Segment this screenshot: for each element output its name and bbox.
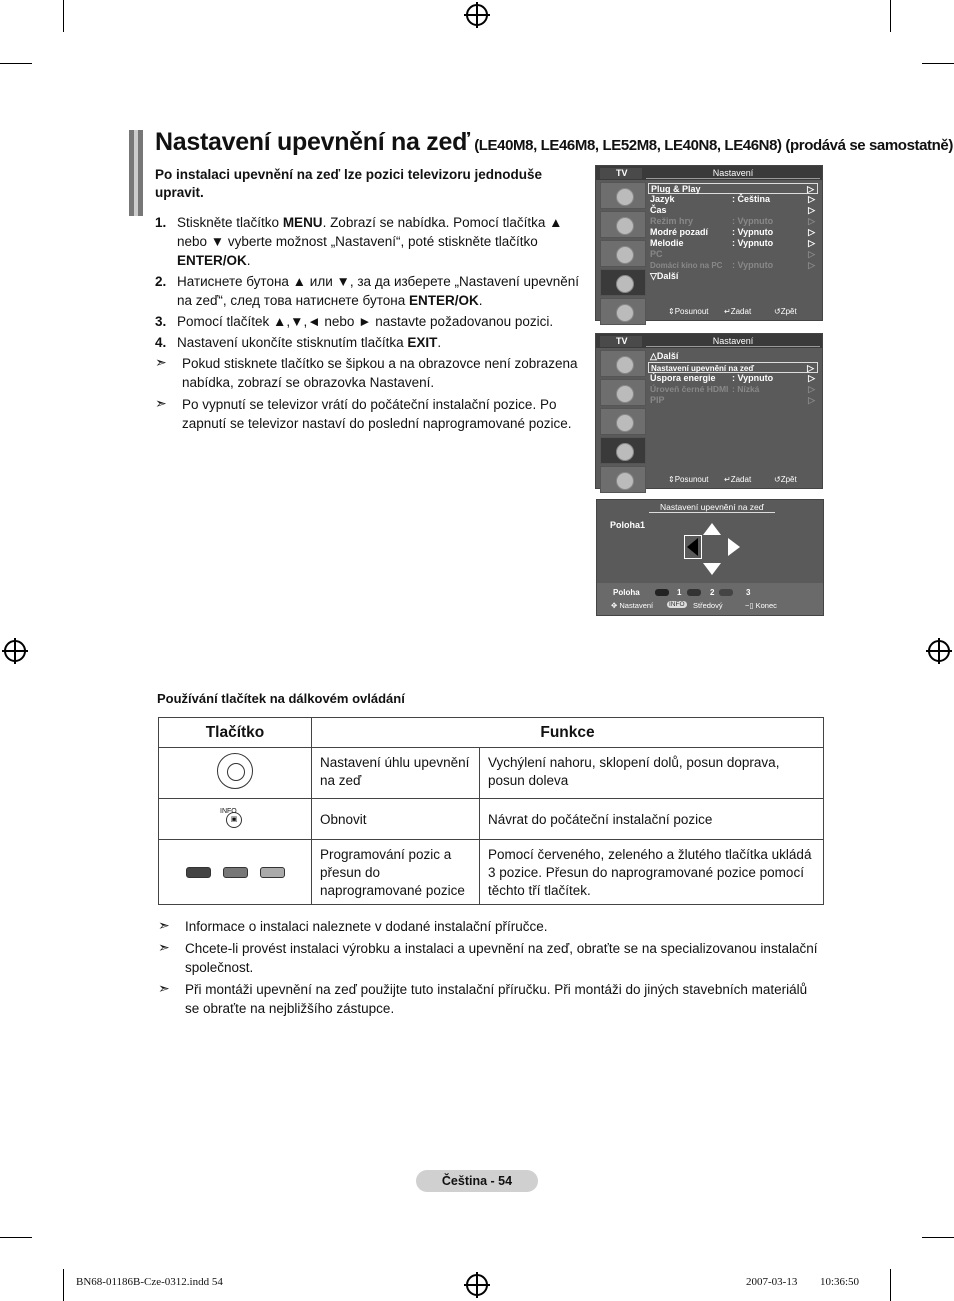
arrow-down-icon[interactable] <box>703 563 721 575</box>
table-cell-button <box>159 799 312 840</box>
osd-row-blue-screen[interactable] <box>648 227 818 238</box>
osd-row-plug-play[interactable] <box>648 183 818 194</box>
submenu-arrow-icon: ▷ <box>808 238 815 248</box>
green-button-icon <box>223 867 248 878</box>
osd-row-label: PIP <box>650 395 665 405</box>
osd-footer-back: ↺ Zpět <box>774 475 797 484</box>
osd-setup-menu-page2 <box>595 333 823 489</box>
osd-tv-label: TV <box>600 336 642 347</box>
osd-footer-adjust: ✥ Nastavení <box>611 601 654 610</box>
osd-bar-label: Poloha <box>613 588 640 597</box>
setup-gear-icon <box>600 437 646 464</box>
osd-row-label: Jazyk <box>650 194 675 204</box>
red-button-icon <box>186 867 211 878</box>
sound-icon <box>600 211 646 238</box>
osd-footer-center: Středový <box>693 601 723 610</box>
channel-icon <box>600 408 646 435</box>
osd-row-value: : Vypnuto <box>732 373 774 383</box>
yellow-slot-icon <box>719 589 733 596</box>
crop-mark <box>0 63 32 64</box>
osd-menu <box>648 183 818 282</box>
note-text: Po vypnutí se televizor vrátí do počáteční instalační pozice. Po zapnutí se televizor nastaví do poslední naprogramované pozice. <box>182 397 572 431</box>
info-icon: INFO <box>669 601 685 608</box>
osd-row-label: Nastavení upevnění na zeď <box>651 364 755 373</box>
submenu-arrow-icon: ▷ <box>808 260 815 270</box>
setup-gear-icon <box>600 269 646 296</box>
osd-row-time[interactable] <box>648 205 818 216</box>
osd-row-label: Úspora energie <box>650 373 716 383</box>
red-slot-icon <box>655 589 669 596</box>
table-cell-function: Obnovit <box>312 799 480 840</box>
osd-row-value: : Nízká <box>732 384 760 394</box>
osd-row-language[interactable] <box>648 194 818 205</box>
osd-slot-2: 2 <box>710 588 715 597</box>
step-text: . <box>478 293 483 308</box>
table-cell-description: Návrat do počáteční instalační pozice <box>480 799 824 840</box>
osd-footer <box>646 307 820 318</box>
submenu-arrow-icon: ▷ <box>807 184 814 194</box>
osd-title: Nastavení upevnění na zeď <box>649 502 775 513</box>
arrow-left-icon <box>687 538 698 556</box>
osd-row-energy-saving[interactable] <box>648 373 818 384</box>
osd-row-label: Modré pozadí <box>650 227 708 237</box>
picture-icon <box>600 350 646 377</box>
note-install-guide <box>158 917 818 936</box>
osd-row-more[interactable] <box>648 271 818 282</box>
note-arrow-icon: ➣ <box>158 939 170 955</box>
note-text: Chcete-li provést instalaci výrobku a instalaci a upevnění na zeď, obraťte se na specializovanou instalační společnost. <box>185 941 818 975</box>
table-header-function: Funkce <box>312 718 824 748</box>
input-icon <box>600 466 646 493</box>
osd-row-more-up[interactable] <box>648 351 818 362</box>
osd-row-melody[interactable] <box>648 238 818 249</box>
footer-file-info: BN68-01186B-Cze-0312.indd 54 <box>76 1276 223 1288</box>
step-text: Натиснете бутона ▲ или ▼, за да изберете „Nastavení upevnění na zeď“, след това натиснете бутона <box>177 274 580 308</box>
step-text: Pomocí tlačítek ▲,▼,◄ nebo ► nastavte požadovanou pozici. <box>177 314 554 329</box>
note-arrow-icon: ➣ <box>158 917 170 933</box>
osd-row-hdmi-black-level[interactable] <box>648 384 818 395</box>
page-title <box>155 128 953 157</box>
note-text: Pokud stisknete tlačítko se šipkou a na obrazovce není zobrazena nabídka, zobrazí se obrazovka Nastavení. <box>182 356 578 390</box>
step-number: 1. <box>155 215 167 230</box>
osd-row-label: ▽Další <box>650 271 679 281</box>
step-3 <box>155 312 585 331</box>
osd-footer-back: ↺ Zpět <box>774 307 797 316</box>
step-2 <box>155 272 585 310</box>
osd-sidebar <box>600 182 646 305</box>
crop-mark <box>890 1269 891 1301</box>
osd-footer-exit: −▯ Konec <box>745 601 777 610</box>
crop-mark <box>63 0 64 32</box>
osd-row-value: : Vypnuto <box>732 238 774 248</box>
remote-buttons-table <box>158 717 824 905</box>
step-number: 3. <box>155 314 167 329</box>
osd-row-label: Domácí kino na PC <box>650 261 723 270</box>
osd-row-game-mode[interactable] <box>648 216 818 227</box>
table-cell-description: Pomocí červeného, zeleného a žlutého tlačítka ukládá 3 pozice. Přesun do naprogramované pozice pomocí těchto tří tlačítek. <box>480 840 824 905</box>
page-title-main: Nastavení upevnění na zeď <box>155 128 470 156</box>
registration-mark-icon <box>928 640 950 662</box>
registration-mark-icon <box>466 4 488 26</box>
osd-footer <box>646 475 820 486</box>
submenu-arrow-icon: ▷ <box>808 373 815 383</box>
yellow-button-icon <box>260 867 285 878</box>
crop-mark <box>0 1237 32 1238</box>
osd-row-value: : Vypnuto <box>732 260 774 270</box>
footer-timestamp: 2007-03-13 ￿￿ 10:36:50 <box>746 1276 860 1288</box>
step-1 <box>155 213 585 270</box>
submenu-arrow-icon: ▷ <box>808 384 815 394</box>
osd-footer-move: ⇕ Posunout <box>668 475 709 484</box>
steps-list <box>155 213 585 436</box>
crop-mark <box>922 1237 954 1238</box>
osd-setup-menu <box>595 165 823 321</box>
registration-mark-icon <box>466 1274 488 1296</box>
info-button-icon <box>220 803 250 831</box>
input-icon <box>600 298 646 325</box>
osd-row-label: Úroveň černé HDMI <box>650 384 729 394</box>
table-cell-button <box>159 840 312 905</box>
osd-footer-enter: ↵ Zadat <box>724 475 752 484</box>
crop-mark <box>63 1269 64 1301</box>
picture-icon <box>600 182 646 209</box>
step-key: MENU <box>282 215 323 230</box>
note-arrow-icon: ➣ <box>155 395 167 411</box>
table-cell-description: Vychýlení nahoru, sklopení dolů, posun doprava, posun doleva <box>480 748 824 799</box>
submenu-arrow-icon: ▷ <box>808 395 815 405</box>
osd-title: Nastavení <box>646 336 820 347</box>
osd-menu <box>648 351 818 406</box>
note-1 <box>155 354 585 392</box>
submenu-arrow-icon: ▷ <box>808 205 815 215</box>
step-key: ENTER/OK <box>177 253 247 268</box>
green-slot-icon <box>687 589 701 596</box>
submenu-arrow-icon: ▷ <box>808 249 815 259</box>
step-text: Nastavení ukončíte stisknutím tlačítka <box>177 335 408 350</box>
step-text: . <box>437 335 442 350</box>
osd-sidebar <box>600 350 646 473</box>
submenu-arrow-icon: ▷ <box>807 363 814 373</box>
bottom-notes <box>158 917 818 1021</box>
note-text: Při montáži upevnění na zeď použijte tuto instalační příručku. Při montáži do jiných stavebních materiálů se obraťte na nejbližšího zástupce. <box>185 982 808 1016</box>
submenu-arrow-icon: ▷ <box>808 227 815 237</box>
step-number: 4. <box>155 335 167 350</box>
arrow-left-selected[interactable] <box>684 535 702 559</box>
table-cell-function: Programování pozic a přesun do naprogramované pozice <box>312 840 480 905</box>
table-cell-function: Nastavení úhlu upevnění na zeď <box>312 748 480 799</box>
osd-row-label: PC <box>650 249 663 259</box>
osd-row-home-theater-pc[interactable] <box>648 260 818 271</box>
osd-position-label: Poloha1 <box>610 520 646 530</box>
intro-text: Po instalaci upevnění na zeď lze pozici televizoru jednoduše upravit. <box>155 167 543 200</box>
title-accent-bar <box>129 130 143 216</box>
step-text: . <box>246 253 251 268</box>
crop-mark <box>922 63 954 64</box>
osd-row-value: : Vypnuto <box>732 216 774 226</box>
osd-row-label: Čas <box>650 205 667 215</box>
table-cell-button <box>159 748 312 799</box>
table-header-button: Tlačítko <box>159 718 312 748</box>
page-number-badge: Čeština - 54 <box>416 1170 538 1192</box>
step-number: 2. <box>155 274 167 289</box>
step-text: Stiskněte tlačítko <box>177 215 283 230</box>
direction-pad-icon <box>217 753 253 789</box>
submenu-arrow-icon: ▷ <box>808 194 815 204</box>
osd-row-label: △Další <box>650 351 679 361</box>
note-2 <box>155 395 585 433</box>
osd-slot-1: 1 <box>677 588 682 597</box>
note-specialist <box>158 939 818 977</box>
osd-tv-label: TV <box>600 168 642 179</box>
note-materials <box>158 980 818 1018</box>
osd-wall-mount-adjust <box>596 499 824 616</box>
table-row <box>159 748 824 799</box>
osd-row-label: Režim hry <box>650 216 694 226</box>
note-arrow-icon: ➣ <box>158 980 170 996</box>
step-4 <box>155 333 585 352</box>
table-header-row <box>159 718 824 748</box>
note-arrow-icon: ➣ <box>155 354 167 370</box>
osd-footer-move: ⇕ Posunout <box>668 307 709 316</box>
osd-row-label: Plug & Play <box>651 184 701 194</box>
note-text: Informace o instalaci naleznete v dodané instalační příručce. <box>185 919 548 934</box>
osd-slot-3: 3 <box>746 588 751 597</box>
step-key: EXIT <box>407 335 438 350</box>
submenu-arrow-icon: ▷ <box>808 216 815 226</box>
page-title-models: (LE40M8, LE46M8, LE52M8, LE40N8, LE46N8) (prodává se samostatně) <box>474 137 953 154</box>
arrow-right-icon[interactable] <box>728 538 740 556</box>
osd-row-pc[interactable] <box>648 249 818 260</box>
osd-row-pip[interactable] <box>648 395 818 406</box>
arrow-up-icon[interactable] <box>703 523 721 535</box>
osd-row-label: Melodie <box>650 238 684 248</box>
channel-icon <box>600 240 646 267</box>
osd-footer-enter: ↵ Zadat <box>724 307 752 316</box>
sound-icon <box>600 379 646 406</box>
crop-mark <box>890 0 891 32</box>
table-row <box>159 799 824 840</box>
step-key: ENTER/OK <box>409 293 479 308</box>
osd-row-wall-mount[interactable] <box>648 362 818 373</box>
osd-row-value: : Čeština <box>732 194 771 204</box>
info-button-label: INFO <box>220 807 237 815</box>
info-button-circle: ▣ <box>226 812 242 828</box>
osd-position-bar <box>597 583 823 615</box>
registration-mark-icon <box>4 640 26 662</box>
table-row <box>159 840 824 905</box>
step-text: . Zobrazí se nabídka. Pomocí tlačítka ▲ nebo ▼ vyberte možnost „Nastavení“, poté stiskněte tlačítko <box>177 215 563 249</box>
table-caption: Používání tlačítek na dálkovém ovládání <box>157 691 405 706</box>
osd-row-value: : Vypnuto <box>732 227 774 237</box>
osd-title: Nastavení <box>646 168 820 179</box>
